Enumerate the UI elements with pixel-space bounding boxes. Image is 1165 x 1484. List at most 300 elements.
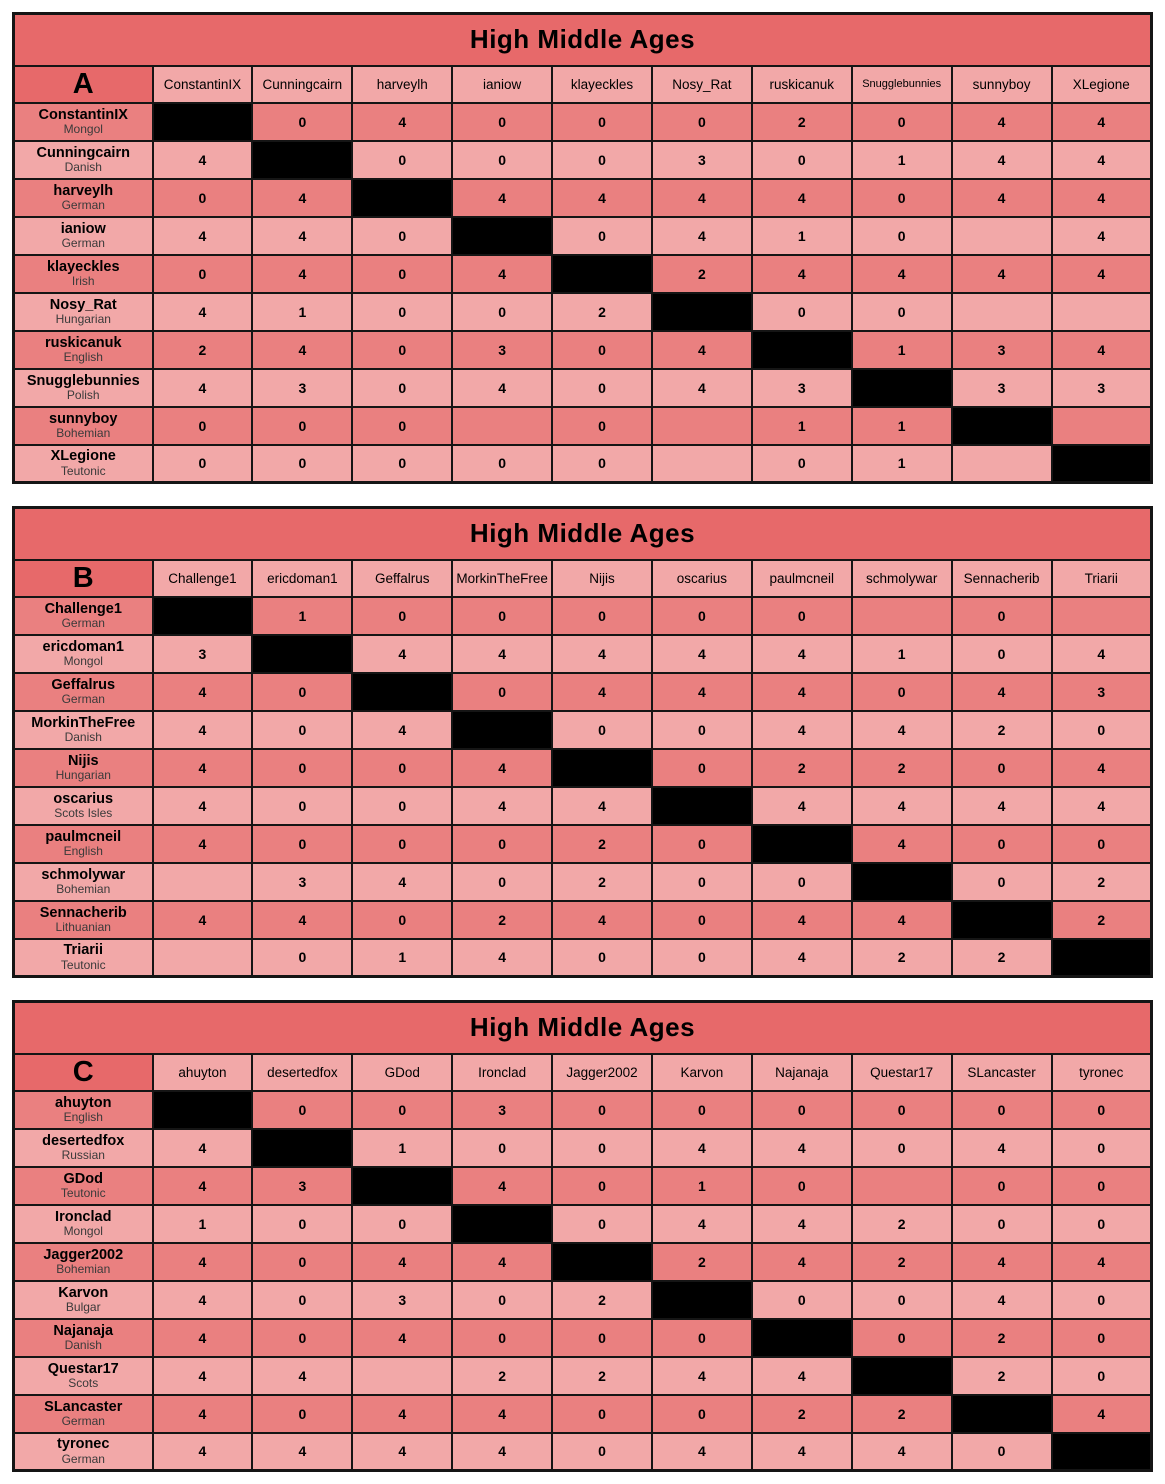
diagonal-cell — [1052, 939, 1152, 977]
table-row — [14, 445, 1152, 483]
result-cell: 4 — [153, 1433, 253, 1471]
result-cell: 0 — [552, 711, 652, 749]
table-row — [14, 787, 1152, 825]
result-cell: 4 — [153, 1129, 253, 1167]
result-cell: 0 — [352, 255, 452, 293]
result-cell: 4 — [153, 141, 253, 179]
result-cell: 0 — [852, 673, 952, 711]
result-cell: 0 — [252, 1281, 352, 1319]
result-cell: 0 — [352, 901, 452, 939]
column-header: Questar17 — [852, 1054, 952, 1091]
result-cell: 0 — [252, 711, 352, 749]
diagonal-cell — [552, 749, 652, 787]
result-cell: 2 — [852, 1395, 952, 1433]
result-cell: 0 — [552, 1433, 652, 1471]
column-header-row — [14, 560, 1152, 597]
player-name: Snugglebunnies — [26, 372, 140, 389]
result-cell: 0 — [952, 1091, 1052, 1129]
result-cell: 2 — [752, 1395, 852, 1433]
result-cell: 0 — [452, 1281, 552, 1319]
table-row — [14, 141, 1152, 179]
result-cell: 4 — [252, 1433, 352, 1471]
column-header: Karvon — [652, 1054, 752, 1091]
player-name: ahuyton — [55, 1094, 112, 1111]
column-header: ianiow — [452, 66, 552, 103]
result-cell: 0 — [252, 1395, 352, 1433]
diagonal-cell — [252, 635, 352, 673]
result-cell: 0 — [452, 141, 552, 179]
column-header: Sennacherib — [952, 560, 1052, 597]
group-table-b — [12, 506, 1153, 978]
result-cell: 4 — [852, 1433, 952, 1471]
player-name: Triarii — [63, 942, 103, 959]
player-civ: German — [61, 1451, 105, 1466]
result-cell: 4 — [852, 901, 952, 939]
player-civ: Bulgar — [65, 1299, 101, 1314]
empty-cell — [852, 597, 952, 635]
column-header: GDod — [352, 1054, 452, 1091]
result-cell: 0 — [952, 749, 1052, 787]
table-title: High Middle Ages — [14, 508, 1152, 560]
result-cell: 0 — [652, 863, 752, 901]
result-cell: 3 — [252, 369, 352, 407]
result-cell: 3 — [1052, 369, 1152, 407]
result-cell: 2 — [952, 1319, 1052, 1357]
result-cell: 0 — [752, 597, 852, 635]
table-row — [14, 1357, 1152, 1395]
result-cell: 0 — [352, 787, 452, 825]
result-cell: 4 — [153, 1281, 253, 1319]
table-row — [14, 1205, 1152, 1243]
result-cell: 0 — [552, 369, 652, 407]
diagonal-cell — [852, 1357, 952, 1395]
result-cell: 0 — [1052, 825, 1152, 863]
result-cell: 0 — [952, 1167, 1052, 1205]
player-civ: Polish — [66, 387, 100, 402]
player-civ: Danish — [64, 729, 102, 744]
result-cell: 2 — [952, 939, 1052, 977]
player-civ: German — [61, 691, 105, 706]
diagonal-cell — [1052, 1433, 1152, 1471]
diagonal-cell — [153, 103, 253, 141]
empty-cell — [153, 863, 253, 901]
table-row — [14, 103, 1152, 141]
table-row — [14, 635, 1152, 673]
player-name: Questar17 — [47, 1360, 119, 1377]
result-cell: 4 — [652, 369, 752, 407]
empty-cell — [952, 217, 1052, 255]
result-cell: 4 — [752, 179, 852, 217]
player-civ: English — [63, 843, 103, 858]
result-cell: 0 — [153, 179, 253, 217]
result-cell: 4 — [1052, 331, 1152, 369]
result-cell: 4 — [153, 711, 253, 749]
result-cell: 2 — [852, 939, 952, 977]
result-cell: 4 — [1052, 103, 1152, 141]
result-cell: 1 — [153, 1205, 253, 1243]
player-name: GDod — [63, 1170, 103, 1187]
table-row — [14, 597, 1152, 635]
empty-cell — [952, 293, 1052, 331]
result-cell: 4 — [752, 635, 852, 673]
result-cell: 4 — [252, 1357, 352, 1395]
result-cell: 0 — [652, 597, 752, 635]
result-cell: 0 — [452, 673, 552, 711]
result-cell: 0 — [552, 1129, 652, 1167]
result-cell: 4 — [752, 1357, 852, 1395]
result-cell: 2 — [852, 1243, 952, 1281]
result-cell: 0 — [153, 407, 253, 445]
result-cell: 4 — [652, 179, 752, 217]
result-cell: 4 — [352, 1433, 452, 1471]
result-cell: 0 — [652, 939, 752, 977]
table-title: High Middle Ages — [14, 1002, 1152, 1054]
result-cell: 4 — [153, 1395, 253, 1433]
result-cell: 4 — [452, 1167, 552, 1205]
result-cell: 4 — [1052, 1395, 1152, 1433]
diagonal-cell — [552, 255, 652, 293]
result-cell: 0 — [552, 217, 652, 255]
player-cell — [14, 1205, 153, 1243]
table-row — [14, 179, 1152, 217]
empty-cell — [153, 939, 253, 977]
diagonal-cell — [352, 673, 452, 711]
result-cell: 4 — [153, 673, 253, 711]
result-cell: 4 — [1052, 217, 1152, 255]
table-row — [14, 407, 1152, 445]
column-header-row — [14, 66, 1152, 103]
result-cell: 4 — [552, 673, 652, 711]
result-cell: 4 — [153, 901, 253, 939]
player-cell — [14, 369, 153, 407]
result-cell: 1 — [652, 1167, 752, 1205]
table-row — [14, 1433, 1152, 1471]
diagonal-cell — [652, 787, 752, 825]
result-cell: 0 — [852, 1281, 952, 1319]
result-cell: 4 — [952, 255, 1052, 293]
diagonal-cell — [652, 293, 752, 331]
player-cell — [14, 1243, 153, 1281]
result-cell: 0 — [1052, 1357, 1152, 1395]
result-cell: 0 — [352, 825, 452, 863]
player-cell — [14, 445, 153, 483]
player-civ: Danish — [64, 1337, 102, 1352]
empty-cell — [952, 445, 1052, 483]
player-name: Karvon — [58, 1284, 109, 1301]
empty-cell — [1052, 407, 1152, 445]
title-row — [14, 508, 1152, 560]
result-cell: 4 — [952, 141, 1052, 179]
player-civ: Lithuanian — [55, 919, 111, 934]
diagonal-cell — [252, 1129, 352, 1167]
result-cell: 2 — [552, 293, 652, 331]
column-header: SLancaster — [952, 1054, 1052, 1091]
player-name: paulmcneil — [45, 828, 122, 845]
player-cell — [14, 255, 153, 293]
table-row — [14, 1319, 1152, 1357]
result-cell: 4 — [153, 217, 253, 255]
player-name: Challenge1 — [44, 600, 122, 617]
player-civ: Russian — [61, 1147, 105, 1162]
result-cell: 4 — [752, 787, 852, 825]
table-row — [14, 901, 1152, 939]
column-header: Challenge1 — [153, 560, 253, 597]
player-cell — [14, 141, 153, 179]
result-cell: 4 — [552, 787, 652, 825]
result-cell: 1 — [852, 635, 952, 673]
result-cell: 4 — [1052, 749, 1152, 787]
result-cell: 4 — [652, 217, 752, 255]
result-cell: 2 — [752, 749, 852, 787]
result-cell: 4 — [1052, 179, 1152, 217]
result-cell: 4 — [852, 711, 952, 749]
result-cell: 0 — [652, 1395, 752, 1433]
player-cell — [14, 1433, 153, 1471]
table-row — [14, 217, 1152, 255]
player-name: harveylh — [53, 182, 114, 199]
result-cell: 3 — [952, 331, 1052, 369]
diagonal-cell — [452, 1205, 552, 1243]
player-name: klayeckles — [46, 258, 120, 275]
result-cell: 4 — [1052, 787, 1152, 825]
diagonal-cell — [752, 331, 852, 369]
player-cell — [14, 1395, 153, 1433]
result-cell: 3 — [452, 1091, 552, 1129]
result-cell: 4 — [352, 1319, 452, 1357]
diagonal-cell — [852, 369, 952, 407]
diagonal-cell — [952, 901, 1052, 939]
result-cell: 4 — [352, 1243, 452, 1281]
diagonal-cell — [952, 1395, 1052, 1433]
result-cell: 4 — [252, 217, 352, 255]
player-civ: Teutonic — [60, 1185, 106, 1200]
result-cell: 4 — [153, 1319, 253, 1357]
result-cell: 0 — [352, 445, 452, 483]
group-label: A — [14, 66, 153, 103]
result-cell: 0 — [752, 293, 852, 331]
result-cell: 4 — [452, 1243, 552, 1281]
result-cell: 4 — [652, 1129, 752, 1167]
result-cell: 4 — [153, 1167, 253, 1205]
result-cell: 4 — [752, 1205, 852, 1243]
player-name: tyronec — [57, 1436, 110, 1453]
result-cell: 0 — [752, 863, 852, 901]
table-row — [14, 1243, 1152, 1281]
result-cell: 0 — [1052, 1205, 1152, 1243]
result-cell: 0 — [252, 103, 352, 141]
diagonal-cell — [352, 1167, 452, 1205]
result-cell: 1 — [752, 217, 852, 255]
result-cell: 0 — [852, 1319, 952, 1357]
result-cell: 0 — [252, 407, 352, 445]
column-header: Cunningcairn — [252, 66, 352, 103]
result-cell: 4 — [952, 1129, 1052, 1167]
result-cell: 4 — [153, 293, 253, 331]
table-row — [14, 673, 1152, 711]
player-cell — [14, 597, 153, 635]
result-cell: 4 — [352, 1395, 452, 1433]
result-cell: 0 — [652, 901, 752, 939]
result-cell: 0 — [252, 825, 352, 863]
result-cell: 0 — [752, 1091, 852, 1129]
result-cell: 2 — [153, 331, 253, 369]
result-cell: 3 — [452, 331, 552, 369]
result-cell: 0 — [352, 749, 452, 787]
diagonal-cell — [1052, 445, 1152, 483]
result-cell: 0 — [552, 407, 652, 445]
column-header: sunnyboy — [952, 66, 1052, 103]
result-cell: 0 — [952, 1433, 1052, 1471]
result-cell: 4 — [153, 1357, 253, 1395]
result-cell: 0 — [452, 597, 552, 635]
result-cell: 1 — [252, 293, 352, 331]
result-cell: 0 — [252, 1205, 352, 1243]
column-header: Nosy_Rat — [652, 66, 752, 103]
result-cell: 4 — [1052, 255, 1152, 293]
result-cell: 0 — [852, 1091, 952, 1129]
result-cell: 2 — [552, 1357, 652, 1395]
result-cell: 4 — [752, 255, 852, 293]
result-cell: 0 — [452, 825, 552, 863]
player-cell — [14, 787, 153, 825]
player-cell — [14, 673, 153, 711]
result-cell: 4 — [852, 787, 952, 825]
table-row — [14, 749, 1152, 787]
result-cell: 4 — [952, 787, 1052, 825]
result-cell: 0 — [852, 179, 952, 217]
column-header: oscarius — [652, 560, 752, 597]
player-name: Jagger2002 — [43, 1246, 124, 1263]
result-cell: 4 — [452, 255, 552, 293]
player-civ: Mongol — [63, 1223, 103, 1238]
result-cell: 4 — [352, 711, 452, 749]
result-cell: 2 — [1052, 863, 1152, 901]
result-cell: 0 — [252, 673, 352, 711]
player-name: Sennacherib — [39, 904, 127, 921]
player-cell — [14, 939, 153, 977]
column-header-row — [14, 1054, 1152, 1091]
table-row — [14, 711, 1152, 749]
result-cell: 2 — [1052, 901, 1152, 939]
player-name: ruskicanuk — [44, 334, 122, 351]
table-row — [14, 1281, 1152, 1319]
player-cell — [14, 293, 153, 331]
table-row — [14, 369, 1152, 407]
result-cell: 4 — [1052, 1243, 1152, 1281]
result-cell: 1 — [352, 1129, 452, 1167]
diagonal-cell — [952, 407, 1052, 445]
player-cell — [14, 1281, 153, 1319]
column-header: Najanaja — [752, 1054, 852, 1091]
result-cell: 4 — [552, 179, 652, 217]
player-name: SLancaster — [44, 1398, 123, 1415]
result-cell: 3 — [652, 141, 752, 179]
result-cell: 4 — [153, 787, 253, 825]
column-header: paulmcneil — [752, 560, 852, 597]
empty-cell — [652, 445, 752, 483]
column-header: Snugglebunnies — [852, 66, 952, 103]
result-cell: 0 — [1052, 1129, 1152, 1167]
result-cell: 2 — [952, 1357, 1052, 1395]
group-table-a — [12, 12, 1153, 484]
player-civ: Hungarian — [55, 311, 111, 326]
result-cell: 0 — [452, 1129, 552, 1167]
result-cell: 4 — [352, 863, 452, 901]
column-header: desertedfox — [252, 1054, 352, 1091]
column-header: Triarii — [1052, 560, 1152, 597]
diagonal-cell — [252, 141, 352, 179]
result-cell: 4 — [752, 901, 852, 939]
player-civ: German — [61, 197, 105, 212]
column-header: klayeckles — [552, 66, 652, 103]
player-civ: Irish — [71, 273, 95, 288]
result-cell: 0 — [952, 863, 1052, 901]
player-cell — [14, 825, 153, 863]
result-cell: 0 — [1052, 1091, 1152, 1129]
result-cell: 4 — [652, 1357, 752, 1395]
result-cell: 3 — [153, 635, 253, 673]
table-title: High Middle Ages — [14, 14, 1152, 66]
result-cell: 0 — [352, 217, 452, 255]
result-cell: 0 — [1052, 711, 1152, 749]
table-row — [14, 1167, 1152, 1205]
result-cell: 0 — [452, 293, 552, 331]
table-row — [14, 825, 1152, 863]
diagonal-cell — [752, 825, 852, 863]
result-cell: 4 — [352, 635, 452, 673]
player-name: Ironclad — [55, 1208, 112, 1225]
result-cell: 0 — [252, 749, 352, 787]
column-header: Jagger2002 — [552, 1054, 652, 1091]
result-cell: 0 — [352, 369, 452, 407]
result-cell: 4 — [452, 1433, 552, 1471]
result-cell: 0 — [952, 635, 1052, 673]
result-cell: 0 — [552, 331, 652, 369]
result-cell: 0 — [452, 445, 552, 483]
result-cell: 0 — [552, 1395, 652, 1433]
result-cell: 0 — [452, 1319, 552, 1357]
result-cell: 0 — [852, 293, 952, 331]
player-civ: Scots Isles — [54, 805, 113, 820]
player-civ: Bohemian — [56, 425, 111, 440]
player-cell — [14, 749, 153, 787]
column-header: XLegione — [1052, 66, 1152, 103]
result-cell: 4 — [752, 939, 852, 977]
empty-cell — [1052, 597, 1152, 635]
result-cell: 0 — [552, 1167, 652, 1205]
result-cell: 0 — [352, 141, 452, 179]
player-cell — [14, 331, 153, 369]
player-civ: Hungarian — [55, 767, 111, 782]
result-cell: 0 — [252, 1243, 352, 1281]
result-cell: 3 — [752, 369, 852, 407]
result-cell: 4 — [652, 1205, 752, 1243]
result-cell: 0 — [852, 1129, 952, 1167]
player-name: ConstantinIX — [38, 106, 128, 123]
result-cell: 0 — [352, 597, 452, 635]
player-civ: Danish — [64, 159, 102, 174]
result-cell: 4 — [652, 673, 752, 711]
empty-cell — [1052, 293, 1152, 331]
column-header: MorkinTheFree — [452, 560, 552, 597]
player-cell — [14, 217, 153, 255]
result-cell: 0 — [552, 597, 652, 635]
group-table-c — [12, 1000, 1153, 1472]
result-cell: 4 — [252, 331, 352, 369]
result-cell: 2 — [752, 103, 852, 141]
result-cell: 0 — [452, 103, 552, 141]
result-cell: 0 — [352, 1205, 452, 1243]
